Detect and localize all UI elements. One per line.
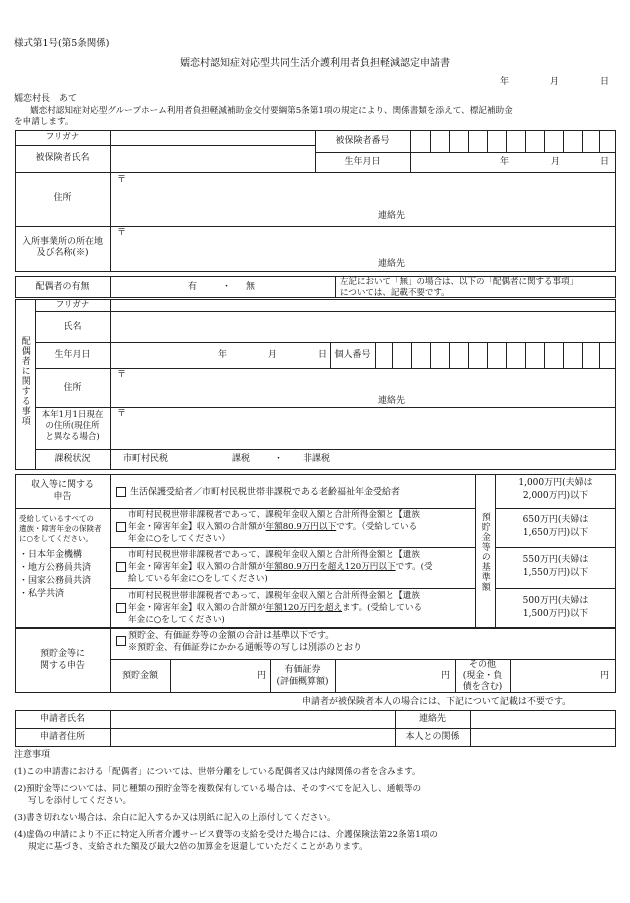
savings-checkbox[interactable] bbox=[116, 636, 126, 646]
note-4: (4)虚偽の申請により不正に特定入所者介護サービス費等の支給を受けた場合には、介護保険法第22条第1項の bbox=[14, 830, 438, 840]
note-1: (1)この申請書における「配偶者」については、世帯分離をしている配偶者又は内縁関係の者を含みます。 bbox=[14, 767, 421, 777]
tax-taxed-option[interactable]: 課税 bbox=[232, 454, 251, 464]
insurer-japan-pension[interactable]: ・日本年金機構 bbox=[19, 550, 83, 560]
insurer-national-mutual[interactable]: ・国家公務員共済 bbox=[19, 576, 92, 586]
income-checkbox-3[interactable] bbox=[116, 562, 126, 572]
savings-title-2: 関する申告 bbox=[39, 661, 85, 671]
spouse-birth-day: 日 bbox=[318, 350, 328, 360]
other-assets-label-2: (現金・負 bbox=[462, 671, 503, 681]
pension-guide-3: に○をしてください。 bbox=[19, 534, 94, 543]
income-option-3-text-2: 年金・障害年金】収入額の合計額が年額80.9万円を超え120万円以下です。(受 bbox=[128, 562, 433, 572]
insured-number-label: 被保険者番号 bbox=[335, 136, 390, 146]
form-number: 様式第1号(第5条関係) bbox=[14, 38, 110, 49]
pension-guide: 受給しているすべての bbox=[19, 514, 94, 523]
other-assets-label: その他 bbox=[468, 660, 496, 670]
spouse-postal-mark: 〒 bbox=[117, 370, 127, 380]
jan1-address-label-2: の住所(現住所 bbox=[45, 421, 100, 431]
note-3: (3)書き切れない場合は、余白に記入するか又は別紙に記入の上添付してください。 bbox=[14, 813, 336, 823]
divider bbox=[15, 145, 315, 146]
spouse-furigana-label: フリガナ bbox=[55, 300, 90, 310]
spouse-birth-year: 年 bbox=[218, 350, 228, 360]
insurer-local-mutual[interactable]: ・地方公務員共済 bbox=[19, 563, 92, 573]
savings-limit-3-b: 1,550万円)以下 bbox=[522, 568, 589, 578]
savings-limit-2: 650万円(夫婦は bbox=[522, 515, 589, 525]
applicant-name-label: 申請者氏名 bbox=[39, 714, 85, 724]
spouse-note: 左記において「無」の場合は、以下の「配偶者に関する事項」 bbox=[340, 277, 579, 287]
facility-label: 入所事業所の所在地 bbox=[21, 237, 103, 247]
spouse-address-label: 住所 bbox=[63, 383, 82, 393]
facility-postal-mark: 〒 bbox=[117, 228, 127, 238]
address-label: 住所 bbox=[53, 193, 72, 203]
spouse-yes-option[interactable]: 有 bbox=[188, 282, 198, 292]
birth-date-label: 生年月日 bbox=[344, 157, 381, 167]
spouse-name-label: 氏名 bbox=[63, 322, 82, 332]
facility-contact-label: 連絡先 bbox=[378, 259, 406, 269]
spouse-no-option[interactable]: 無 bbox=[246, 282, 256, 292]
savings-check-note: ※預貯金、有価証券にかかる通帳等の写しは別添のとおり bbox=[128, 643, 363, 653]
other-assets-label-3: 債を含む) bbox=[462, 682, 503, 692]
date-year-label: 年 bbox=[500, 77, 510, 87]
jan1-address-label-3: と異なる場合) bbox=[45, 432, 100, 442]
intro-text-2: を申請します。 bbox=[14, 117, 74, 127]
savings-title: 預貯金等に bbox=[39, 649, 85, 659]
income-option-3-text-3: 給している年金に○をしてください) bbox=[128, 574, 268, 584]
note-2: (2)預貯金等については、同じ種類の預貯金等を複数保有している場合は、そのすべてを記入し、通帳等の bbox=[14, 784, 422, 794]
securities-label: 有価証券 bbox=[284, 665, 321, 675]
date-month-label: 月 bbox=[550, 77, 560, 87]
income-option-2-text: 市町村民税世帯非課税者であって、課税年金収入額と合計所得金額と【遺族 bbox=[128, 510, 420, 520]
birth-month: 月 bbox=[551, 157, 561, 167]
applicant-contact-label: 連絡先 bbox=[418, 714, 446, 724]
facility-label-2: 及び名称(※) bbox=[36, 248, 89, 258]
postal-mark: 〒 bbox=[117, 175, 127, 185]
savings-limit-4: 500万円(夫婦は bbox=[522, 596, 589, 606]
income-option-1-text: 生活保護受給者／市町村民税世帯非課税である老齢福祉年金受給者 bbox=[130, 487, 401, 498]
deposit-yen: 円 bbox=[257, 671, 267, 681]
tax-untaxed-option[interactable]: 非課税 bbox=[303, 454, 331, 464]
spouse-contact-label: 連絡先 bbox=[378, 396, 406, 406]
securities-yen: 円 bbox=[441, 671, 451, 681]
savings-limit-2-b: 1,650万円)以下 bbox=[522, 528, 589, 538]
savings-limit-4-b: 1,500万円)以下 bbox=[522, 609, 589, 619]
jan1-address-label: 本年1月1日現在 bbox=[41, 410, 104, 420]
intro-text: 嬬恋村認知症対応型グループホーム利用者負担軽減補助金交付要綱第5条第1項の規定により、関係書類を添えて、標記補助金 bbox=[30, 106, 513, 116]
income-option-2-text-2: 年金・障害年金】収入額の合計額が年額80.9万円以下です。（受給している bbox=[128, 522, 418, 532]
addressee: 嬬恋村長 あて bbox=[14, 94, 78, 104]
insured-name-label: 被保険者氏名 bbox=[35, 153, 90, 163]
income-option-4-text-2: 年金・障害年金】収入額の合計額が年額120万円を超えます。(受給している bbox=[128, 603, 423, 613]
spouse-section-label: 配偶者に関する事項 bbox=[19, 336, 30, 426]
income-title: 収入等に関する bbox=[30, 480, 94, 490]
jan1-postal-mark: 〒 bbox=[117, 409, 127, 419]
savings-limit-3: 550万円(夫婦は bbox=[522, 555, 589, 565]
form-title: 嬬恋村認知症対応型共同生活介護利用者負担軽減認定申請書 bbox=[180, 58, 450, 69]
spouse-birth-month: 月 bbox=[268, 350, 278, 360]
birth-day: 日 bbox=[600, 157, 610, 167]
pension-guide-2: 遺族・障害年金の保険者 bbox=[19, 524, 102, 533]
savings-check-text: 預貯金、有価証券等の金額の合計は基準以下です。 bbox=[128, 631, 335, 641]
deposit-label: 預貯金額 bbox=[121, 671, 158, 681]
tax-separator: ・ bbox=[274, 454, 284, 464]
contact-label: 連絡先 bbox=[378, 211, 406, 221]
savings-limit-label: 預貯金等の基準額 bbox=[479, 512, 490, 592]
note-4-b: 規定に基づき、支給された額及び最大2倍の加算金を返還していただくことがあります。 bbox=[28, 842, 368, 852]
notes-title: 注意事項 bbox=[14, 750, 51, 760]
income-option-2-text-3: 年金に○をしてください） bbox=[128, 534, 231, 544]
income-checkbox-4[interactable] bbox=[116, 603, 126, 613]
savings-limit-1-b: 2,000万円)以下 bbox=[522, 491, 589, 501]
income-checkbox-1[interactable] bbox=[116, 487, 126, 497]
tax-municipal-label: 市町村民税 bbox=[123, 454, 169, 464]
income-option-4-text-3: 年金に○をしてください) bbox=[128, 615, 225, 625]
income-checkbox-2[interactable] bbox=[116, 522, 126, 532]
insurer-private-school[interactable]: ・私学共済 bbox=[19, 589, 65, 599]
income-option-4-text: 市町村民税世帯非課税者であって、課税年金収入額と合計所得金額と【遺族 bbox=[128, 591, 420, 601]
applicant-note: 申請者が被保険者本人の場合には、下記について記載は不要です。 bbox=[302, 697, 572, 707]
spouse-note-2: については、記載不要です。 bbox=[340, 288, 450, 298]
tax-status-label: 課税状況 bbox=[54, 454, 91, 464]
note-2-b: 写しを添付してください。 bbox=[28, 796, 132, 806]
income-option-1 bbox=[116, 487, 400, 498]
spouse-presence-label: 配偶者の有無 bbox=[35, 282, 90, 292]
mynumber-label: 個人番号 bbox=[334, 350, 371, 360]
savings-limit-1: 1,000万円(夫婦は bbox=[518, 478, 593, 488]
date-day-label: 日 bbox=[600, 77, 610, 87]
income-title-2: 申告 bbox=[53, 492, 72, 502]
securities-label-2: (評価概算額) bbox=[276, 677, 329, 687]
applicant-relation-label: 本人との関係 bbox=[405, 732, 460, 742]
spouse-separator: ・ bbox=[222, 282, 232, 292]
applicant-address-label: 申請者住所 bbox=[39, 732, 85, 742]
birth-year: 年 bbox=[500, 157, 510, 167]
spouse-birth-label: 生年月日 bbox=[54, 350, 91, 360]
income-option-3-text: 市町村民税世帯非課税者であって、課税年金収入額と合計所得金額と【遺族 bbox=[128, 550, 420, 560]
other-assets-yen: 円 bbox=[600, 671, 610, 681]
furigana-label: フリガナ bbox=[45, 132, 80, 142]
